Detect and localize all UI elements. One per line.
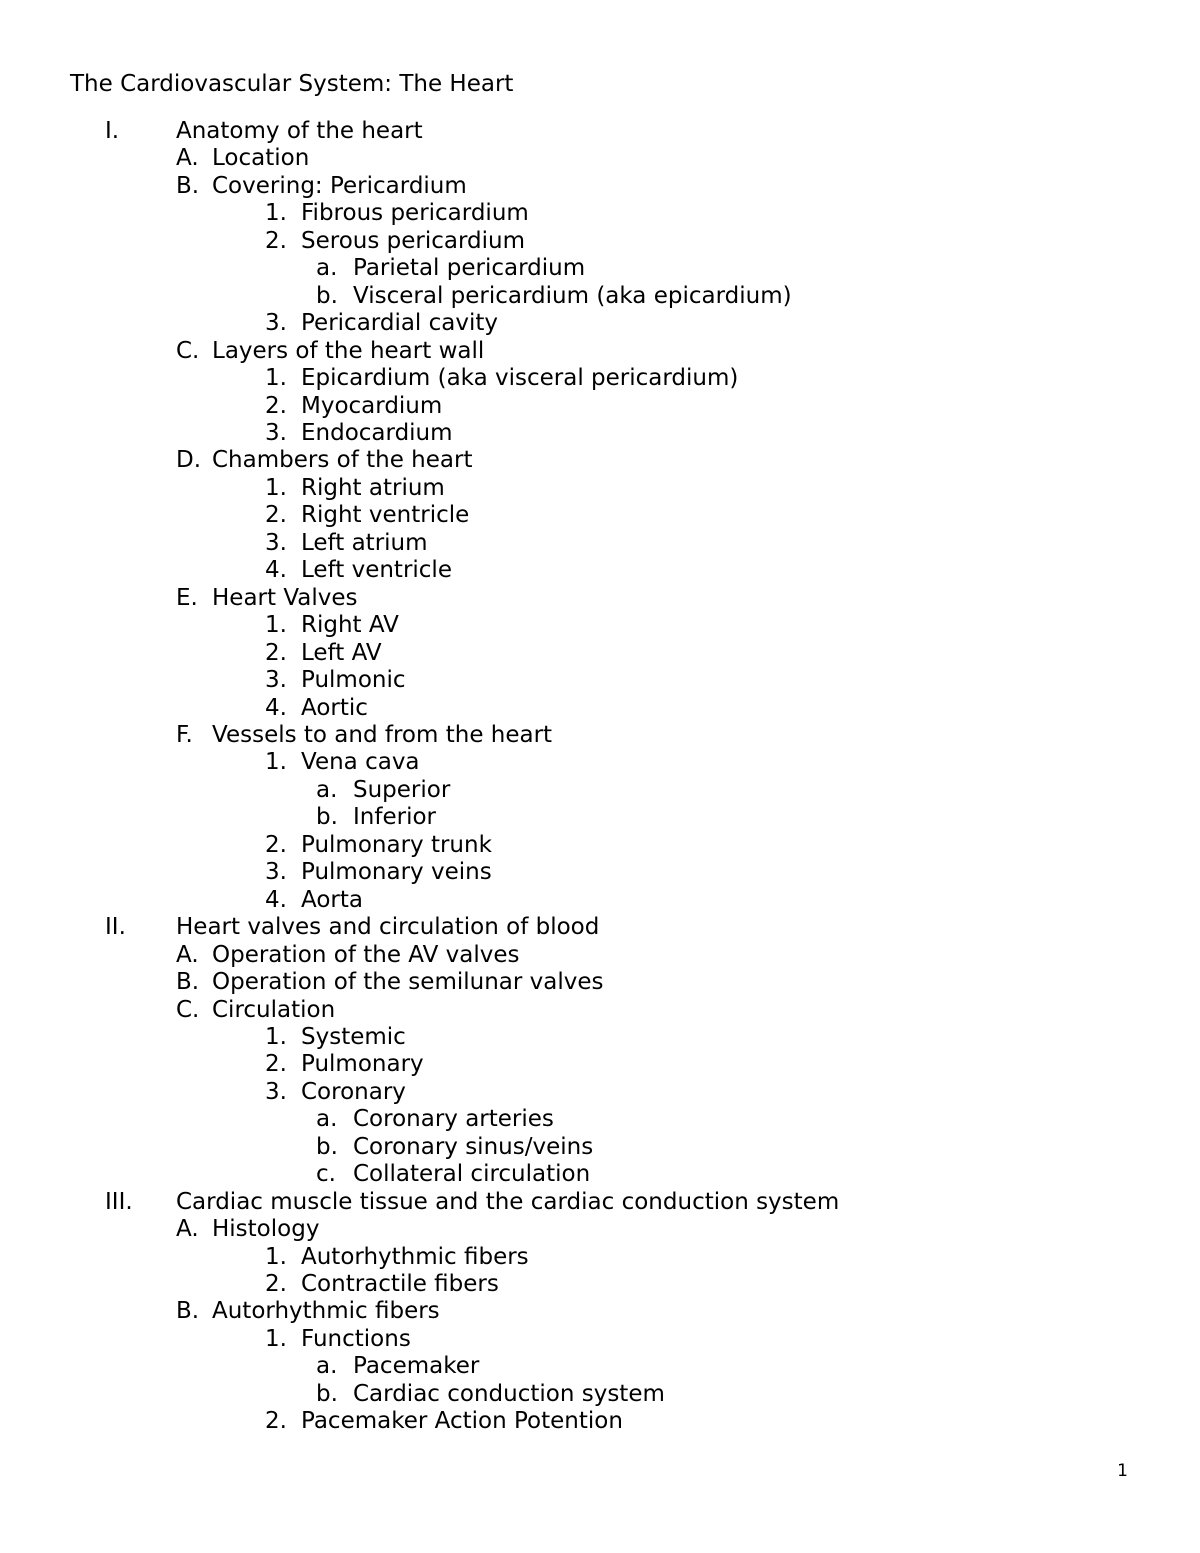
outline-item: [0, 885, 1200, 912]
outline-item: [0, 1187, 1200, 1214]
outline-marker: b.: [316, 282, 338, 309]
outline-marker: 2.: [265, 831, 287, 858]
outline-item: [0, 445, 1200, 472]
outline-text: Coronary: [301, 1078, 406, 1105]
outline-text: Endocardium: [301, 419, 453, 446]
outline-marker: A.: [176, 145, 199, 172]
outline-marker: I.: [105, 118, 120, 144]
outline-text: Pulmonary: [301, 1051, 424, 1078]
outline-marker: 1.: [265, 1023, 287, 1050]
outline-item: [0, 665, 1200, 692]
outline-marker: a.: [316, 255, 338, 282]
outline-marker: 3.: [265, 667, 287, 694]
outline-marker: 1.: [265, 474, 287, 501]
outline-text: Covering: Pericardium: [212, 172, 467, 199]
outline-marker: a.: [316, 1353, 338, 1380]
outline-text: Operation of the AV valves: [212, 941, 520, 968]
outline-marker: 2.: [265, 227, 287, 254]
outline-text: Right AV: [301, 612, 399, 639]
outline-marker: A.: [176, 941, 199, 968]
outline-item: [0, 198, 1200, 225]
outline-marker: 2.: [265, 392, 287, 419]
outline-marker: C.: [176, 337, 200, 364]
outline-text: Visceral pericardium (aka epicardium): [353, 282, 792, 309]
outline-text: Histology: [212, 1216, 320, 1243]
page-number: 1: [1117, 1461, 1128, 1481]
outline-marker: 1.: [265, 200, 287, 227]
outline-marker: 4.: [265, 694, 287, 721]
outline-marker: III.: [105, 1188, 133, 1215]
outline-item: [0, 747, 1200, 774]
outline-text: Inferior: [353, 804, 436, 831]
outline-marker: 3.: [265, 310, 287, 337]
outline-item: [0, 363, 1200, 390]
outline-marker: 2.: [265, 1408, 287, 1435]
outline-item: [0, 995, 1200, 1022]
outline-text: Cardiac muscle tissue and the cardiac conduction system: [176, 1188, 840, 1215]
outline-marker: F.: [176, 721, 193, 748]
outline-marker: 1.: [265, 612, 287, 639]
outline-marker: 1.: [265, 1243, 287, 1270]
outline-text: Epicardium (aka visceral pericardium): [301, 365, 739, 392]
outline-item: [0, 912, 1200, 939]
outline-item: [0, 116, 1200, 143]
outline-item: [0, 1379, 1200, 1406]
outline-text: Myocardium: [301, 392, 443, 419]
outline-item: [0, 308, 1200, 335]
outline-item: [0, 226, 1200, 253]
outline-marker: 3.: [265, 859, 287, 886]
outline-marker: 4.: [265, 557, 287, 584]
outline-item: [0, 638, 1200, 665]
outline-text: Operation of the semilunar valves: [212, 969, 604, 996]
outline-item: [0, 500, 1200, 527]
outline-item: [0, 802, 1200, 829]
outline-marker: 1.: [265, 365, 287, 392]
outline-marker: 3.: [265, 419, 287, 446]
outline-text: Pulmonary trunk: [301, 831, 492, 858]
outline-marker: 4.: [265, 886, 287, 913]
outline-marker: B.: [176, 172, 200, 199]
outline-marker: 3.: [265, 529, 287, 556]
outline-item: [0, 528, 1200, 555]
outline-text: Functions: [301, 1325, 411, 1352]
outline-text: Superior: [353, 776, 451, 803]
outline-text: Right atrium: [301, 474, 445, 501]
outline-text: Autorhythmic fibers: [212, 1298, 440, 1325]
outline-marker: A.: [176, 1216, 199, 1243]
outline-marker: b.: [316, 1380, 338, 1407]
outline-text: Serous pericardium: [301, 227, 526, 254]
outline-text: Right ventricle: [301, 502, 470, 529]
outline-marker: 1.: [265, 749, 287, 776]
outline-text: Aorta: [301, 886, 363, 913]
outline-marker: 2.: [265, 502, 287, 529]
outline-item: [0, 1022, 1200, 1049]
outline-text: Autorhythmic fibers: [301, 1243, 529, 1270]
outline-item: [0, 1104, 1200, 1131]
outline-item: [0, 1269, 1200, 1296]
outline-marker: 3.: [265, 1078, 287, 1105]
outline-text: Heart valves and circulation of blood: [176, 914, 600, 941]
outline-marker: B.: [176, 1298, 200, 1325]
outline-item: [0, 143, 1200, 170]
outline-text: Fibrous pericardium: [301, 200, 529, 227]
outline-item: [0, 720, 1200, 747]
outline-marker: II.: [105, 914, 126, 941]
outline-text: Vena cava: [301, 749, 420, 776]
outline-item: [0, 693, 1200, 720]
outline-marker: C.: [176, 996, 200, 1023]
outline-item: [0, 1132, 1200, 1159]
outline-text: Coronary arteries: [353, 1106, 554, 1133]
outline-marker: b.: [316, 804, 338, 831]
outline-text: Aortic: [301, 694, 368, 721]
outline-marker: E.: [176, 584, 198, 611]
outline-item: [0, 583, 1200, 610]
outline-text: Pulmonary veins: [301, 859, 492, 886]
outline-item: [0, 253, 1200, 280]
outline-marker: a.: [316, 776, 338, 803]
outline-text: Chambers of the heart: [212, 447, 473, 474]
outline-item: [0, 610, 1200, 637]
outline-item: [0, 775, 1200, 802]
outline-item: [0, 857, 1200, 884]
outline-item: [0, 1406, 1200, 1433]
outline-text: Contractile fibers: [301, 1271, 499, 1298]
outline-item: [0, 1049, 1200, 1076]
outline-marker: 1.: [265, 1325, 287, 1352]
outline-marker: B.: [176, 969, 200, 996]
outline-text: Anatomy of the heart: [176, 118, 423, 144]
outline-text: Pericardial cavity: [301, 310, 498, 337]
outline-item: [0, 555, 1200, 582]
outline-text: Left AV: [301, 639, 382, 666]
outline-item: [0, 171, 1200, 198]
outline-item: [0, 1351, 1200, 1378]
outline-marker: b.: [316, 1133, 338, 1160]
outline-text: Parietal pericardium: [353, 255, 586, 282]
outline-item: [0, 830, 1200, 857]
outline-text: Location: [212, 145, 310, 172]
outline-marker: a.: [316, 1106, 338, 1133]
outline-item: [0, 1159, 1200, 1186]
outline-item: [0, 391, 1200, 418]
outline-list: [0, 116, 1200, 1434]
outline-item: [0, 1077, 1200, 1104]
outline-item: [0, 281, 1200, 308]
outline-item: [0, 967, 1200, 994]
outline-item: [0, 940, 1200, 967]
outline-text: Coronary sinus/veins: [353, 1133, 594, 1160]
outline-text: Left ventricle: [301, 557, 452, 584]
outline-item: [0, 336, 1200, 363]
outline-marker: 2.: [265, 639, 287, 666]
outline-text: Pacemaker: [353, 1353, 480, 1380]
outline-text: Systemic: [301, 1023, 406, 1050]
document-title: The Cardiovascular System: The Heart: [70, 71, 514, 97]
outline-item: [0, 1324, 1200, 1351]
outline-text: Circulation: [212, 996, 336, 1023]
outline-text: Pulmonic: [301, 667, 406, 694]
outline-marker: c.: [316, 1161, 336, 1188]
outline-marker: 2.: [265, 1271, 287, 1298]
outline-text: Left atrium: [301, 529, 428, 556]
outline-text: Layers of the heart wall: [212, 337, 485, 364]
outline-item: [0, 418, 1200, 445]
outline-item: [0, 1214, 1200, 1241]
outline-text: Collateral circulation: [353, 1161, 591, 1188]
outline-text: Vessels to and from the heart: [212, 721, 553, 748]
outline-item: [0, 1242, 1200, 1269]
outline-item: [0, 473, 1200, 500]
outline-text: Pacemaker Action Potention: [301, 1408, 623, 1435]
outline-item: [0, 1296, 1200, 1323]
outline-marker: 2.: [265, 1051, 287, 1078]
outline-text: Heart Valves: [212, 584, 358, 611]
outline-text: Cardiac conduction system: [353, 1380, 665, 1407]
outline-marker: D.: [176, 447, 202, 474]
